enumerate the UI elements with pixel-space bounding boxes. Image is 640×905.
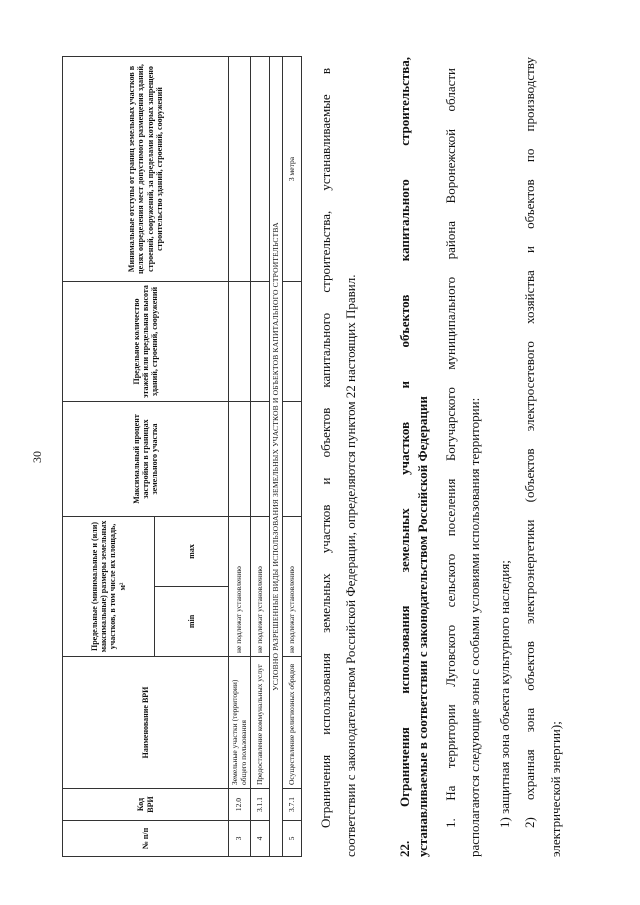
header-setbacks: Минимальные отступы от границ земельных участков в целях определения мест допустимого размещения зданий, строений, сооружений, за пределами которых запрещено строительство зданий, строений, сооружений — [63, 57, 229, 282]
row-code: 3.1.1 — [250, 789, 269, 821]
list-item-power-zone-line2: электрической энергии); — [548, 721, 563, 857]
header-sizes: Предельные (минимальные и (или) максимальные) размеры земельных участков, в том числе их площадь, м² — [63, 517, 155, 657]
heading-line1: Ограничения использования земельных участков и объектов капитального строительства, — [397, 57, 412, 807]
list-item-heritage-zone: 1) защитная зона объекта культурного наследия; — [497, 560, 512, 828]
paragraph-restrictions-line2: соответствии с законодательством Российской Федерации, определяются пунктом 22 настоящих Правил. — [343, 274, 358, 857]
heading-number: 22. — [397, 840, 412, 857]
row-floors — [250, 282, 269, 402]
paragraph-restrictions-line1: Ограничения использования земельных участков и объектов капитального строительства, устанавливаемые в — [318, 68, 333, 828]
header-floors: Предельное количество этажей или предельная высота зданий, строений, сооружений — [63, 282, 229, 402]
page-number: 30 — [30, 451, 44, 463]
paragraph-zones-line2: располагаются следующие зоны с особыми условиями использования территории: — [467, 397, 482, 857]
row-floors — [282, 282, 301, 402]
table-row — [250, 57, 269, 857]
paragraph-zones-line1: 1. На территории Луговского сельского поселения Богучарского муниципального района Воронежской области — [443, 68, 458, 828]
header-num: № п/п — [63, 821, 229, 857]
heading-line2: устанавливаемые в соответствии с законодательством Российской Федерации — [415, 396, 430, 857]
table-row — [282, 57, 301, 857]
row-setbacks — [250, 57, 269, 282]
regulations-table — [62, 56, 302, 857]
row-num: 3 — [229, 821, 251, 857]
row-code: 3.7.1 — [282, 789, 301, 821]
header-code: Код ВРИ — [63, 789, 229, 821]
row-floors — [229, 282, 251, 402]
table-section-row — [270, 57, 283, 857]
table-row — [229, 57, 251, 857]
row-num: 5 — [282, 821, 301, 857]
header-max: max — [154, 517, 229, 587]
row-setbacks: 3 метра — [282, 57, 301, 282]
row-setbacks — [229, 57, 251, 282]
row-sizes: не подлежат установлению — [282, 517, 301, 657]
row-name: Земельные участки (территории) общего пользования — [229, 657, 251, 789]
row-percent — [250, 402, 269, 517]
header-percent: Максимальный процент застройки в границах земельного участка — [63, 402, 229, 517]
section-title: УСЛОВНО РАЗРЕШЕННЫЕ ВИДЫ ИСПОЛЬЗОВАНИЯ ЗЕМЕЛЬНЫХ УЧАСТКОВ И ОБЪЕКТОВ КАПИТАЛЬНОГО СТРОИТЕЛЬСТВА — [270, 57, 283, 857]
header-min: min — [154, 587, 229, 657]
row-percent — [229, 402, 251, 517]
row-percent — [282, 402, 301, 517]
list-item-power-zone-line1: 2) охранная зона объектов электроэнергетики (объектов электросетевого хозяйства и объектов по производству — [522, 57, 537, 828]
row-name: Предоставление коммунальных услуг — [250, 657, 269, 789]
header-name: Наименование ВРИ — [63, 657, 229, 789]
row-num: 4 — [250, 821, 269, 857]
table-header-row — [63, 57, 155, 857]
row-sizes: не подлежат установлению — [229, 517, 251, 657]
row-code: 12.0 — [229, 789, 251, 821]
row-name: Осуществление религиозных обрядов — [282, 657, 301, 789]
row-sizes: не подлежат установлению — [250, 517, 269, 657]
